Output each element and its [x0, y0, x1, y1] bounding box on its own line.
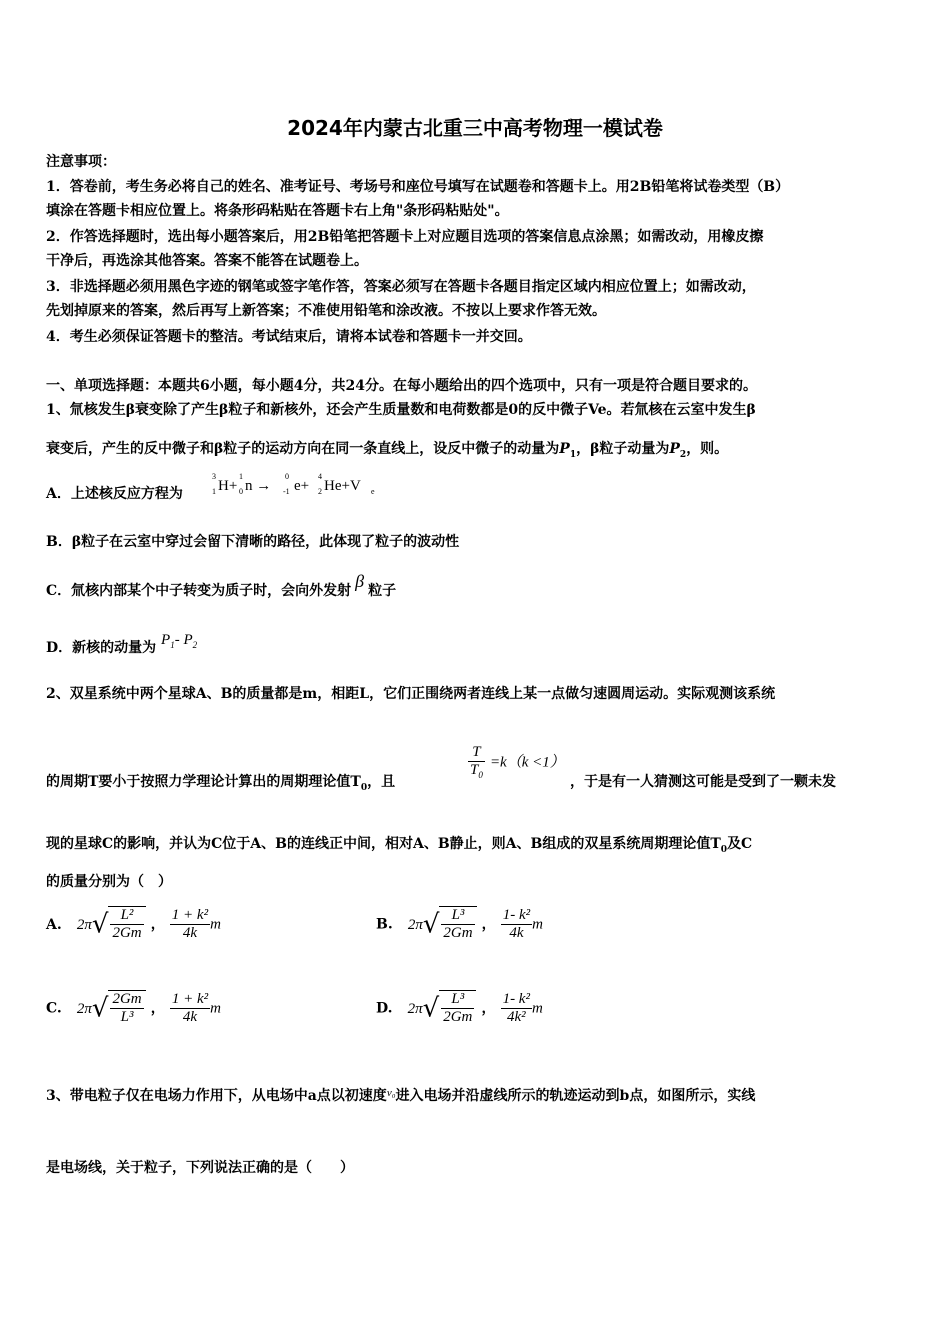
- svg-text:H+: H+: [218, 478, 238, 494]
- svg-text:0: 0: [285, 472, 289, 481]
- notice-line: 填涂在答题卡相应位置上。将条形码粘贴在答题卡右上角"条形码粘贴处"。: [46, 203, 509, 219]
- notice-line: 4．考生必须保证答题卡的整洁。考试结束后，请将本试卷和答题卡一并交回。: [46, 329, 532, 345]
- svg-text:n →: n →: [245, 478, 272, 494]
- q2-option-b: B. 2π√ $\frac{\text{L³}}{2Gm}$ ， $\frac{\text{1- k²}}{4k}$ m: [376, 906, 544, 941]
- svg-text:1: 1: [239, 472, 243, 481]
- notice-line: 3．非选择题必须用黑色字迹的钢笔或签字笔作答，答案必须写在答题卡各题目指定区域内相应位置上；如需改动，: [46, 279, 756, 295]
- page-title: 2024年内蒙古北重三中高考物理一模试卷: [287, 116, 663, 140]
- q1-stem-line1: 1、氚核发生β衰变除了产生β粒子和新核外，还会产生质量数和电荷数都是0的反中微子Ve。若氚核在云室中发生β: [46, 402, 756, 418]
- svg-text:He+V: He+V: [324, 478, 361, 494]
- notice-line: 干净后，再选涂其他答案。答案不能答在试题卷上。: [46, 253, 368, 269]
- q3-stem-line2: 是电场线，关于粒子，下列说法正确的是（ ）: [46, 1160, 354, 1176]
- q2-option-c: C. 2π√ $\frac{2Gm}{\text{L³}}$ ， $\frac{\text{1 + k²}}{4k}$ m: [46, 990, 221, 1025]
- svg-text:2: 2: [318, 487, 322, 496]
- q2-stem-line3: 现的星球C的影响，并认为C位于A、B的连线正中间，相对A、B静止，则A、B组成的双星系统周期理论值$T_0$及C: [46, 836, 753, 855]
- q1-option-d: D．新核的动量为 $P_1-$ $P_2$: [46, 632, 198, 656]
- q1-option-c: C．氚核内部某个中子转变为质子时，会向外发射 β 粒子: [46, 571, 397, 599]
- svg-text:0: 0: [239, 487, 243, 496]
- q1-option-a: A．上述核反应方程为: [46, 486, 183, 502]
- svg-text:3: 3: [212, 472, 216, 481]
- q2-stem-line1: 2、双星系统中两个星球A、B的质量都是m，相距L，它们正围绕两者连线上某一点做匀速圆周运动。实际观测该系统: [46, 686, 776, 702]
- q2-option-a: A. 2π√ $\frac{\text{L²}}{2Gm}$ ， $\frac{\text{1 + k²}}{4k}$ m: [46, 906, 221, 941]
- section-heading: 一、单项选择题：本题共6小题，每小题4分，共24分。在每小题给出的四个选项中，只有一项是符合题目要求的。: [46, 378, 757, 394]
- q2-stem-line4: 的质量分别为（ ）: [46, 874, 172, 890]
- notice-heading: 注意事项：: [46, 154, 116, 170]
- svg-text:e: e: [371, 487, 375, 496]
- q2-option-d: D. 2π√ $\frac{\text{L³}}{2Gm}$ ， $\frac{\text{1- k²}}{\text{4k²}}$ m: [376, 990, 543, 1025]
- q1-stem-line2: 衰变后，产生的反中微子和β粒子的运动方向在同一条直线上，设反中微子的动量为$P_1$，β粒子动量为$P_2$，则。: [46, 441, 729, 460]
- svg-text:1: 1: [212, 487, 216, 496]
- q1-option-a-equation: [206, 470, 386, 504]
- svg-text:e+: e+: [294, 478, 310, 494]
- notice-line: 2．作答选择题时，选出每小题答案后，用2B铅笔把答题卡上对应题目选项的答案信息点涂黑；如需改动，用橡皮擦: [46, 229, 764, 245]
- q1-option-b: B．β粒子在云室中穿过会留下清晰的路径，此体现了粒子的波动性: [46, 534, 460, 550]
- q2-stem-line2c: ，于是有一人猜测这可能是受到了一颗未发: [570, 774, 836, 790]
- notice-line: 1．答卷前，考生务必将自己的姓名、准考证号、考场号和座位号填写在试题卷和答题卡上。用2B铅笔将试卷类型（B）: [46, 179, 790, 195]
- q3-stem-line1: 3、带电粒子仅在电场力作用下，从电场中a点以初速度$^{v_0}$进入电场并沿虚线所示的轨迹运动到b点，如图所示，实线: [46, 1087, 756, 1104]
- svg-text:-1: -1: [283, 487, 290, 496]
- notice-line: 先划掉原来的答案，然后再写上新答案；不准使用铅笔和涂改液。不按以上要求作答无效。: [46, 303, 606, 319]
- q2-ratio-formula: $\frac{T}{T_0}$ =k（k <1）: [470, 744, 565, 780]
- svg-text:4: 4: [318, 472, 322, 481]
- q2-stem-line2a: 的周期T要小于按照力学理论计算出的周期理论值$T_0$，且: [46, 774, 396, 793]
